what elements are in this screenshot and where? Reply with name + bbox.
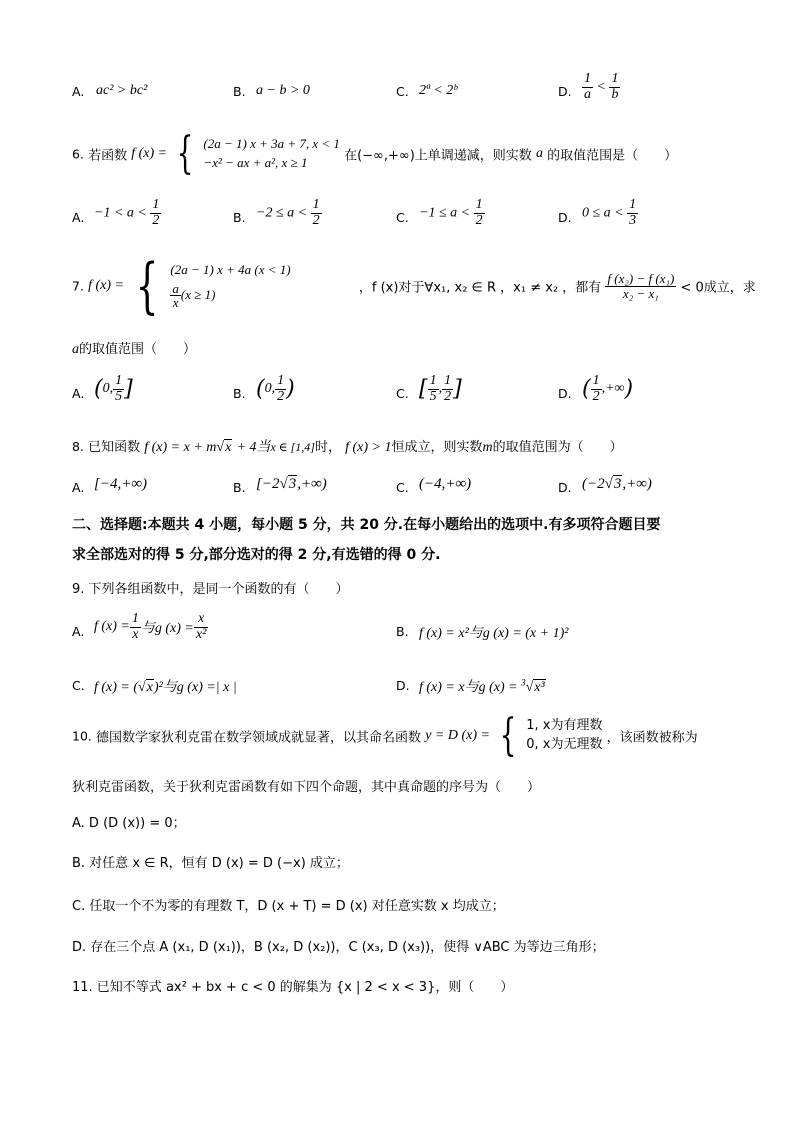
q6-cases bbox=[203, 135, 340, 173]
q6-a-den: 2 bbox=[152, 212, 160, 228]
q8-pre: 已知函数 bbox=[88, 440, 141, 455]
q5-c-label: C. bbox=[396, 84, 409, 99]
q7-line2-text: 的取值范围（ ） bbox=[79, 342, 197, 357]
q7-cases bbox=[170, 262, 290, 310]
q7-c-den1: 5 bbox=[429, 388, 437, 404]
q8-options bbox=[72, 476, 732, 502]
q8-var: m bbox=[482, 440, 493, 455]
q6-c-num: 1 bbox=[475, 197, 483, 212]
q9-a-label: A. bbox=[72, 624, 85, 639]
q7-b-label: B. bbox=[233, 386, 246, 401]
section2-line2: 求全部选对的得 5 分,部分选对的得 2 分,有选错的得 0 分. bbox=[72, 547, 441, 563]
q8-a-label: A. bbox=[72, 480, 85, 495]
q7-frac-den: x₂ − x₁ bbox=[622, 285, 659, 301]
q6-d-num: 1 bbox=[629, 197, 637, 212]
q6-number: 6. bbox=[72, 146, 84, 162]
q5-d-den1: a bbox=[584, 86, 591, 102]
q7-fx: f (x) = bbox=[88, 278, 124, 293]
q5-d-num2: 1 bbox=[611, 71, 619, 86]
q6-b-pre: −2 ≤ a < bbox=[256, 205, 308, 221]
q8-d-label: D. bbox=[558, 480, 572, 495]
q8-b-tail: ,+∞) bbox=[297, 476, 327, 492]
q6-brace: { bbox=[176, 128, 194, 179]
q8-d-expr: (−2√3,+∞) bbox=[582, 476, 652, 492]
q7-frac bbox=[605, 270, 676, 301]
q9-d-expr: f (x) = x与g (x) = $^3$√x³ bbox=[419, 677, 545, 695]
q6-c-expr bbox=[419, 198, 485, 228]
q6-d-den: 3 bbox=[629, 212, 637, 228]
q5-d-num1: 1 bbox=[584, 71, 591, 86]
q7-case2-num: a bbox=[172, 280, 179, 296]
q8-mid: 时， bbox=[314, 440, 341, 455]
q5-c-expr: 2ª < 2ᵇ bbox=[419, 83, 458, 98]
q7-a-lparen: ( bbox=[94, 376, 103, 402]
q9-options-row1 bbox=[72, 612, 732, 652]
q10-case2: 0, x为无理数 bbox=[526, 737, 603, 752]
q8-ineq: f (x) > 1 bbox=[345, 440, 392, 455]
q9-d-label: D. bbox=[396, 678, 410, 693]
q8-number: 8. bbox=[72, 439, 84, 454]
q6-a-expr bbox=[94, 198, 161, 228]
q8-c-expr: (−4,+∞) bbox=[419, 476, 472, 492]
q7-c-den2: 2 bbox=[444, 388, 452, 404]
q7-d-expr bbox=[582, 374, 633, 404]
q7-b-v1: 0, bbox=[264, 381, 276, 397]
q8-fx-tail: + 4当 bbox=[236, 440, 271, 455]
q7-case1: (2a − 1) x + 4a (x < 1) bbox=[170, 262, 291, 278]
q6-d-pre: 0 ≤ a < bbox=[582, 205, 624, 221]
q7-d-label: D. bbox=[558, 386, 572, 401]
q6-d-label: D. bbox=[558, 210, 572, 225]
q6-b-den: 2 bbox=[312, 212, 320, 228]
q7-b-rparen: ) bbox=[286, 376, 295, 402]
q8-a-expr: [−4,+∞) bbox=[94, 476, 148, 492]
q9-c-expr: f (x) = (√x)²与g (x) =| x | bbox=[94, 680, 237, 695]
q6-post: 在(−∞,+∞)上单调递减，则实数 bbox=[344, 148, 532, 164]
q6-stem bbox=[72, 128, 678, 179]
q11-stem: 11. 已知不等式 ax² + bx + c < 0 的解集为 {x | 2 < x < 3}，则（ ） bbox=[72, 980, 514, 995]
q9-c-post: )²与g (x) =| x | bbox=[153, 680, 237, 695]
q7-d-tail: ,+∞ bbox=[601, 381, 625, 397]
q6-a-label: A. bbox=[72, 210, 85, 225]
q7-line2 bbox=[72, 338, 196, 358]
q6-pre: 若函数 bbox=[88, 148, 128, 164]
q8-c-label: C. bbox=[396, 480, 409, 495]
q9-c-pre: f (x) = ( bbox=[94, 680, 139, 695]
q7-d-rparen: ) bbox=[624, 376, 634, 402]
q8-b-pre: [−2 bbox=[256, 476, 280, 492]
q7-b-expr bbox=[256, 374, 295, 404]
q10-option-b: B. 对任意 x ∈ R，恒有 D (x) = D (−x) 成立； bbox=[72, 856, 349, 871]
q10-option-a: A. D (D (x)) = 0； bbox=[72, 816, 186, 831]
q9-a-den: x bbox=[132, 626, 139, 642]
q9-d-pre: f (x) = x与g (x) = bbox=[419, 680, 518, 695]
q8-d-sqrt: 3 bbox=[613, 476, 622, 492]
q7-number: 7. bbox=[72, 278, 84, 294]
q8-post2: 的取值范围为（ ） bbox=[492, 440, 623, 455]
q6-c-pre: −1 ≤ a < bbox=[419, 205, 471, 221]
q9-a-num2: x bbox=[194, 612, 208, 628]
q7-options bbox=[72, 374, 732, 414]
q8-d-tail: ,+∞) bbox=[622, 476, 652, 492]
q7-stem bbox=[72, 251, 756, 324]
q6-b-label: B. bbox=[233, 210, 246, 225]
q9-b-label: B. bbox=[396, 624, 409, 639]
q6-c-den: 2 bbox=[475, 212, 483, 228]
q10-option-d: D. 存在三个点 A (x₁, D (x₁))，B (x₂, D (x₂))，C (x₃, D (x₃))，使得 ∨ABC 为等边三角形； bbox=[72, 940, 605, 955]
q7-mid: ，f (x)对于∀x₁, x₂ ∈ R ，x₁ ≠ x₂ ，都有 bbox=[358, 280, 602, 296]
q7-a-rparen: ] bbox=[124, 376, 133, 402]
q7-b-lparen: ( bbox=[256, 376, 265, 402]
q10-option-c: C. 任取一个不为零的有理数 T，D (x + T) = D (x) 对任意实数 x 均成立； bbox=[72, 899, 505, 914]
q6-a-pre: −1 < a < bbox=[94, 205, 147, 221]
q10-number: 10. bbox=[72, 728, 92, 744]
q8-b-sqrt: 3 bbox=[288, 476, 297, 492]
q9-c-label: C. bbox=[72, 678, 85, 693]
q8-sqrt: √x bbox=[216, 440, 232, 455]
q8-stem bbox=[72, 436, 623, 456]
q10-fx: y = D (x) = bbox=[425, 728, 490, 743]
q6-d-expr bbox=[582, 198, 638, 228]
q10-post: ，该函数被称为 bbox=[606, 730, 698, 746]
q7-c-comma: , bbox=[438, 381, 443, 397]
q7-b-num: 1 bbox=[277, 373, 285, 388]
q9-c-sqrt: x bbox=[146, 680, 153, 695]
q7-a-label: A. bbox=[72, 386, 85, 401]
q7-c-expr bbox=[419, 374, 462, 404]
q10-case1: 1, x为有理数 bbox=[526, 718, 603, 734]
q7-a-num: 1 bbox=[115, 373, 123, 388]
q7-d-lparen: ( bbox=[582, 376, 591, 402]
q9-a-pre: f (x) = bbox=[94, 619, 130, 635]
q7-c-num1: 1 bbox=[429, 373, 437, 388]
q10-pre: 德国数学家狄利克雷在数学领域成就显著，以其命名函数 bbox=[96, 730, 422, 746]
q6-b-num: 1 bbox=[312, 197, 320, 212]
q5-d-den2: b bbox=[611, 86, 619, 102]
q5-d-label: D. bbox=[558, 84, 572, 99]
section2-line1: 二、选择题:本题共 4 小题，每小题 5 分，共 20 分.在每小题给出的选项中.有多项符合题目要 bbox=[72, 517, 661, 533]
q5-d-expr bbox=[582, 72, 620, 102]
q10-stem bbox=[72, 710, 698, 761]
q8-post: 恒成立，则实数 bbox=[391, 440, 483, 455]
q5-options bbox=[72, 71, 732, 108]
q8-b-expr: [−2√3,+∞) bbox=[256, 476, 327, 492]
q8-d-pre: (−2 bbox=[582, 476, 605, 492]
q6-case2: −x² − ax + a², x ≥ 1 bbox=[203, 155, 308, 170]
q9-options-row2 bbox=[72, 674, 732, 700]
q7-c-num2: 1 bbox=[444, 373, 452, 388]
q7-tail: < 0成立，求 bbox=[680, 280, 756, 296]
q7-brace: { bbox=[135, 251, 159, 321]
q6-var: a bbox=[535, 146, 543, 161]
q8-b-label: B. bbox=[233, 480, 246, 495]
q9-stem: 9. 下列各组函数中，是同一个函数的有（ ） bbox=[72, 582, 349, 597]
q6-case1: (2a − 1) x + 3a + 7, x < 1 bbox=[203, 136, 340, 152]
q6-post2: 的取值范围是（ ） bbox=[547, 148, 678, 164]
q9-d-root: 3 bbox=[521, 677, 526, 688]
q7-b-den: 2 bbox=[277, 388, 285, 404]
q7-a-expr bbox=[94, 374, 133, 404]
q7-case2-den: x bbox=[172, 295, 179, 311]
q6-options bbox=[72, 198, 732, 238]
q7-line2-var: a bbox=[72, 342, 79, 357]
q9-d-arg: x³ bbox=[534, 680, 545, 695]
q5-b-expr: a − b > 0 bbox=[256, 83, 310, 98]
q8-fx: f (x) = x + m bbox=[144, 440, 217, 455]
q7-c-lbracket: [ bbox=[419, 376, 428, 402]
q5-b-label: B. bbox=[233, 84, 246, 99]
q7-case2-tail: (x ≥ 1) bbox=[180, 286, 216, 302]
q7-c-rbracket: ] bbox=[453, 376, 462, 402]
q6-b-expr bbox=[256, 198, 322, 228]
q7-frac-num: f (x₂) − f (x₁) bbox=[607, 270, 675, 286]
q10-brace: { bbox=[499, 710, 517, 761]
q9-a-num: 1 bbox=[131, 611, 139, 626]
q9-a-den2: x² bbox=[195, 626, 207, 642]
q5-a-label: A. bbox=[72, 84, 85, 99]
q7-c-label: C. bbox=[396, 386, 409, 401]
q7-case2 bbox=[170, 282, 290, 310]
q6-a-num: 1 bbox=[152, 197, 160, 212]
q9-a-mid: 与g (x) = bbox=[140, 621, 194, 637]
q7-a-v1: 0, bbox=[102, 381, 114, 397]
q9-b-expr: f (x) = x²与g (x) = (x + 1)² bbox=[419, 626, 569, 641]
q9-a-expr bbox=[94, 612, 208, 642]
q10-line2: 狄利克雷函数，关于狄利克雷函数有如下四个命题，其中真命题的序号为（ ） bbox=[72, 780, 541, 795]
q7-a-den: 5 bbox=[115, 388, 123, 404]
q8-cond: x ∈ [1,4] bbox=[270, 440, 315, 454]
q10-cases bbox=[526, 717, 602, 755]
q6-c-label: C. bbox=[396, 210, 409, 225]
q6-fx: f (x) = bbox=[131, 146, 168, 161]
q7-d-den: 2 bbox=[592, 388, 600, 404]
q5-d-lt: < bbox=[596, 79, 606, 95]
q8-sqrt-arg: x bbox=[225, 440, 232, 455]
q7-d-num: 1 bbox=[592, 373, 600, 388]
q5-a-expr: ac² > bc² bbox=[96, 83, 148, 98]
